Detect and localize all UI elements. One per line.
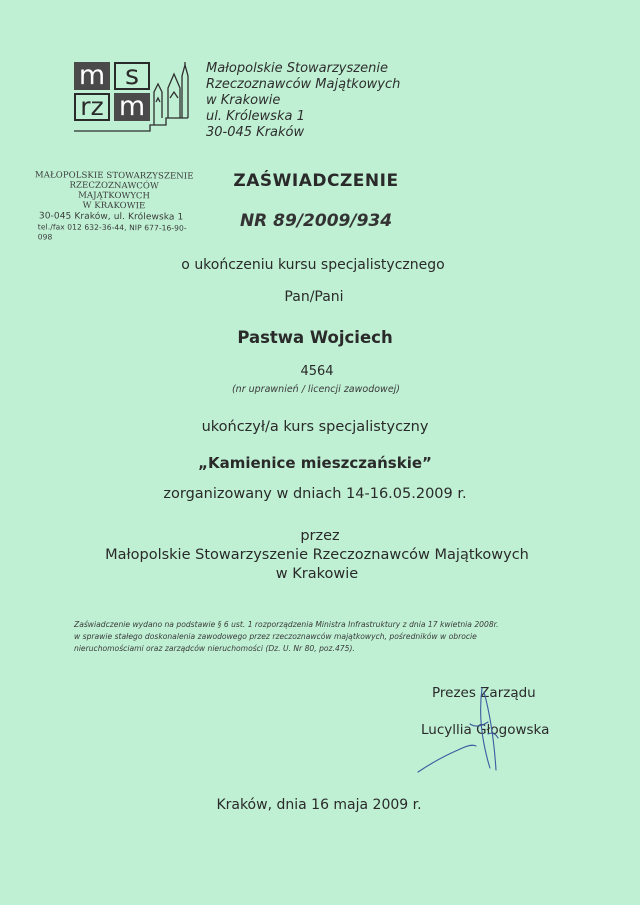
org-address-line: Rzeczoznawców Majątkowych — [206, 77, 401, 92]
stamp-contact: tel./fax 012 632-36-44, NIP 677-16-90-098 — [37, 222, 187, 242]
logo-cell-m-top: m — [74, 62, 110, 90]
recipient-name: Pastwa Wojciech — [237, 328, 393, 347]
handwritten-signature-icon — [410, 684, 520, 774]
organizer-name — [0, 546, 634, 584]
legal-note-line: Zaświadczenie wydano na podstawie § 6 ust. 1 rozporządzenia Ministra Infrastruktury z dnia 17 kwietnia 2008r. — [74, 620, 499, 629]
organizer-name-line: w Krakowie — [275, 566, 359, 582]
logo-cell-rz: rz — [74, 93, 110, 121]
legal-note-line: nieruchomościami oraz zarządców nieruchomości (Dz. U. Nr 80, poz.475). — [74, 644, 355, 653]
stamp-line: RZECZOZNAWCÓW MAJĄTKOWYCH — [69, 180, 159, 202]
building-outline-icon — [74, 62, 196, 136]
completed-text: ukończył/a kurs specjalistyczny — [201, 419, 429, 435]
course-dates: zorganizowany w dniach 14-16.05.2009 r. — [163, 486, 467, 502]
org-address-line: ul. Królewska 1 — [206, 109, 305, 124]
org-address-line: 30-045 Kraków — [206, 125, 305, 140]
stamp-line: MAŁOPOLSKIE STOWARZYSZENIE — [34, 170, 194, 182]
organization-address — [206, 61, 400, 141]
logo-cell-m-bottom: m — [114, 93, 150, 121]
certificate-number: NR 89/2009/934 — [239, 211, 393, 231]
organizer-name-line: Małopolskie Stowarzyszenie Rzeczoznawców Majątkowych — [105, 547, 529, 563]
organizer-label: przez — [300, 528, 340, 544]
org-address-line: Małopolskie Stowarzyszenie — [206, 61, 388, 76]
salutation: Pan/Pani — [284, 289, 344, 305]
stamp-line: W KRAKOWIE — [82, 200, 146, 212]
logo-cell-s: s — [114, 62, 150, 90]
stamp-address: 30-045 Kraków, ul. Królewska 1 — [38, 211, 184, 223]
course-name: „Kamienice mieszczańskie” — [198, 454, 432, 472]
license-number: 4564 — [300, 364, 334, 379]
place-and-date: Kraków, dnia 16 maja 2009 r. — [216, 797, 422, 813]
legal-basis-note — [74, 619, 574, 655]
certificate-subtitle: o ukończeniu kursu specjalistycznego — [181, 257, 445, 273]
signatory-role: Prezes Zarządu — [432, 685, 536, 701]
org-address-line: w Krakowie — [206, 93, 281, 108]
legal-note-line: w sprawie stałego doskonalenia zawodowego przez rzeczoznawców majątkowych, pośredników w obrocie — [74, 632, 477, 641]
license-note: (nr uprawnień / licencji zawodowej) — [231, 384, 401, 395]
signatory-name: Lucyllia Głogowska — [421, 722, 550, 738]
organization-logo — [74, 62, 196, 136]
certificate-title: ZAŚWIADCZENIE — [233, 171, 399, 191]
